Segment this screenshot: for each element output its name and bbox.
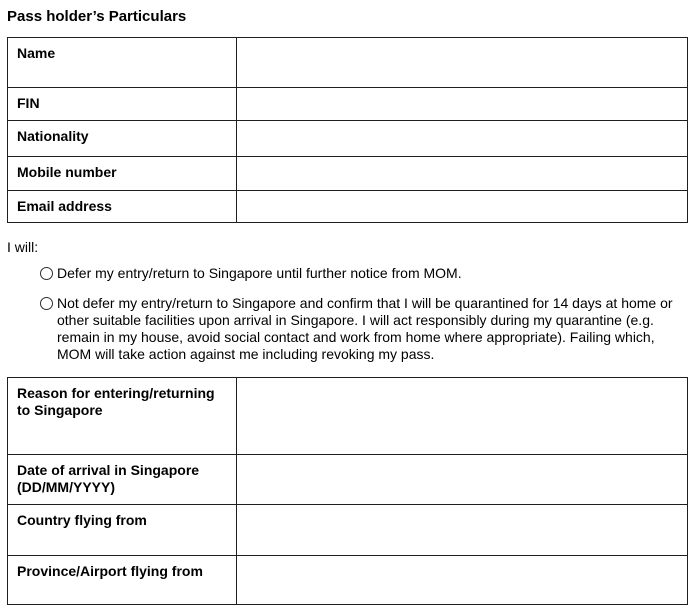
nationality-field-value[interactable] [237,121,688,157]
radio-button-icon[interactable] [40,297,53,310]
arrival-date-field-value[interactable] [237,455,688,505]
table-row [8,157,688,191]
table-row [8,505,688,556]
radio-button-icon[interactable] [40,267,53,280]
table-row [8,191,688,223]
mobile-number-field-label: Mobile number [8,157,237,191]
province-airport-field-label: Province/Airport flying from [8,556,237,605]
page-title: Pass holder’s Particulars [7,8,187,25]
reason-field-label: Reason for entering/returning to Singapore [8,378,237,455]
table-row [8,455,688,505]
mobile-number-field-value[interactable] [237,157,688,191]
arrival-date-field-label: Date of arrival in Singapore (DD/MM/YYYY) [8,455,237,505]
province-airport-field-value[interactable] [237,556,688,605]
country-flying-from-field-value[interactable] [237,505,688,556]
table-row [8,556,688,605]
table-row [8,88,688,121]
table-row [8,121,688,157]
particulars-table [7,37,688,223]
declaration-intro: I will: [7,239,39,255]
travel-details-table [7,377,688,605]
email-address-field-label: Email address [8,191,237,223]
defer-option-label: Defer my entry/return to Singapore until further notice from MOM. [57,265,462,281]
country-flying-from-field-label: Country flying from [8,505,237,556]
fin-field-value[interactable] [237,88,688,121]
defer-option[interactable] [40,265,678,282]
nationality-field-label: Nationality [8,121,237,157]
not-defer-option-label: Not defer my entry/return to Singapore and confirm that I will be quarantined for 14 days at home or other suitable facilities upon arrival in Singapore. I will act responsibly during my quarantine (e.g. remain in my house, avoid social contact and work from home where appropriate). Failing which, MOM will take action against me including revoking my pass. [57,295,673,362]
table-row [8,38,688,88]
name-field-value[interactable] [237,38,688,88]
name-field-label: Name [8,38,237,88]
not-defer-option[interactable] [40,295,678,363]
table-row [8,378,688,455]
fin-field-label: FIN [8,88,237,121]
email-address-field-value[interactable] [237,191,688,223]
reason-field-value[interactable] [237,378,688,455]
